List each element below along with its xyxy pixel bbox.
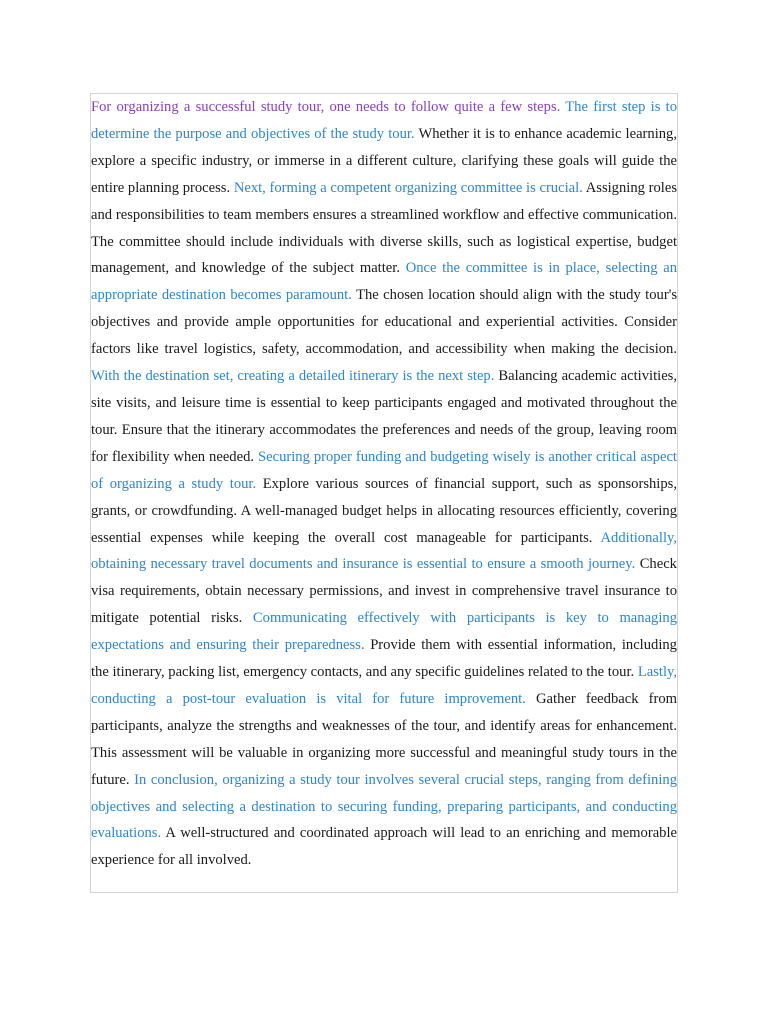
step-purpose-sentence: The first step is to determine the purpose and objectives of the study tour. [91, 99, 678, 142]
destination-detail-text: The chosen location should align with the study tour's objectives and provide ample opportunities for educational and experiential activities. Consider factors like travel logistics, safety, accommodation, and accessibility when making the decision. [91, 287, 677, 358]
committee-detail-text: Assigning roles and responsibilities to team members ensures a streamlined workflow and effective communication. The committee should include individuals with diverse skills, such as logistical expertise, budget management, and knowledge of the subject matter. [91, 179, 677, 277]
document-page [90, 93, 678, 893]
step-funding-sentence: Securing proper funding and budgeting wisely is another critical aspect of organizing a study tour. [91, 448, 677, 492]
evaluation-detail-text: Gather feedback from participants, analyze the strengths and weaknesses of the tour, and identify areas for enhancement. This assessment will be valuable in organizing more successful and meaningful study tours in the future. [91, 690, 677, 788]
communication-detail-text: Provide them with essential information, including the itinerary, packing list, emergency contacts, and any specific guidelines related to the tour. [91, 637, 677, 681]
purpose-detail-text: Whether it is to enhance academic learning, explore a specific industry, or immerse in a different culture, clarifying these goals will guide the entire planning process. [91, 125, 678, 196]
conclusion-sentence: In conclusion, organizing a study tour involves several crucial steps, ranging from defining objectives and selecting a destination to securing funding, preparing participants, and conducting evaluations. [91, 771, 677, 842]
funding-detail-text: Explore various sources of financial support, such as sponsorships, grants, or crowdfunding. A well-managed budget helps in allocating resources efficiently, covering essential expenses while keeping the overall cost manageable for participants. [91, 475, 677, 546]
step-documents-sentence: Additionally, obtaining necessary travel documents and insurance is essential to ensure a smooth journey. [91, 529, 677, 573]
step-communication-sentence: Communicating effectively with participants is key to managing expectations and ensuring their preparedness. [91, 610, 678, 654]
step-destination-sentence: Once the committee is in place, selecting an appropriate destination becomes paramount. [91, 260, 677, 304]
itinerary-detail-text: Balancing academic activities, site visits, and leisure time is essential to keep participants engaged and motivated throughout the tour. Ensure that the itinerary accommodates the preferences and needs of the group, leaving room for flexibility when needed. [91, 368, 677, 465]
closing-text: A well-structured and coordinated approach will lead to an enriching and memorable experience for all involved. [91, 825, 677, 869]
intro-sentence: For organizing a successful study tour, one needs to follow quite a few steps. [91, 99, 561, 115]
step-committee-sentence: Next, forming a competent organizing committee is crucial. [233, 179, 583, 196]
step-itinerary-sentence: With the destination set, creating a detailed itinerary is the next step. [91, 368, 495, 385]
documents-detail-text: Check visa requirements, obtain necessary permissions, and invest in comprehensive travel insurance to mitigate potential risks. [91, 556, 677, 627]
step-evaluation-sentence: Lastly, conducting a post-tour evaluation is vital for future improvement. [91, 664, 678, 707]
document-paragraph [91, 94, 677, 874]
